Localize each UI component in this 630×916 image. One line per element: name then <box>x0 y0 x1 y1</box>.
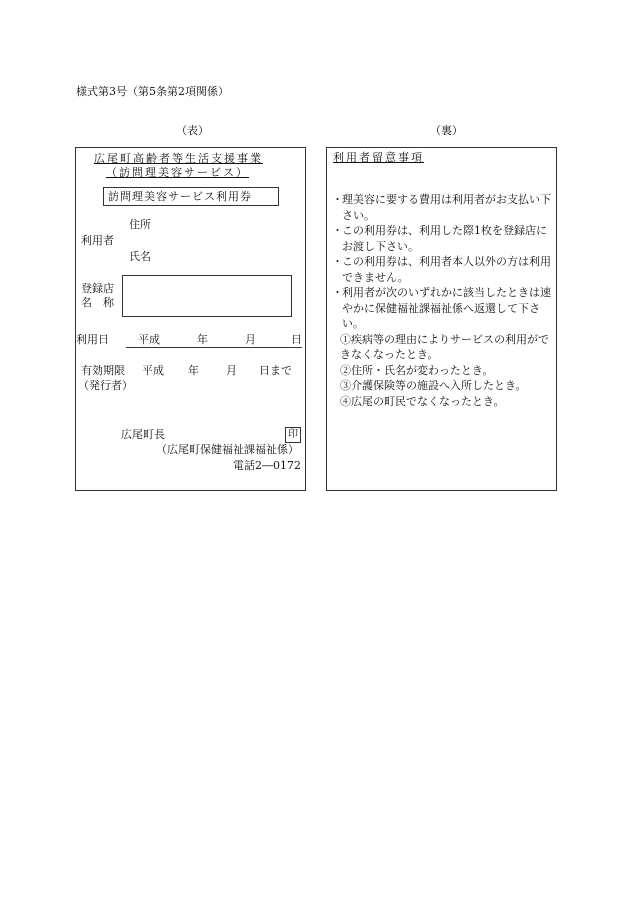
ticket-title-box <box>103 187 279 206</box>
use-date-month: 月 <box>245 333 256 346</box>
bullet-mark: ・ <box>332 193 343 206</box>
validity-year: 年 <box>188 364 199 377</box>
back-side-label: （裏） <box>430 124 463 137</box>
note-text: 理美容に要する費用は利用者がお支払い下さい。 <box>342 193 551 222</box>
ticket-title: 訪問理美容サービス利用券 <box>108 190 252 203</box>
front-side-label: （表） <box>176 124 209 137</box>
front-title-line1: 広尾町高齢者等生活支援事業 <box>94 152 263 165</box>
sub-item: ①疾病等の理由によりサービスの利用ができなくなったとき。 <box>340 332 549 361</box>
validity-month: 月 <box>226 364 237 377</box>
bullet-mark: ・ <box>332 286 343 299</box>
notes-list <box>332 192 554 409</box>
front-title-line2: （訪問理美容サービス） <box>106 166 249 179</box>
use-date-label: 利用日 <box>76 333 109 346</box>
sub-item: ③介護保険等の施設へ入所したとき。 <box>340 379 527 392</box>
validity-label: 有効期限 <box>81 364 125 377</box>
note-text: この利用券は、利用者本人以外の方は利用できません。 <box>342 255 551 284</box>
back-heading: 利用者留意事項 <box>333 151 424 164</box>
address-label: 住所 <box>129 218 151 231</box>
use-date-era: 平成 <box>138 333 160 346</box>
sub-item: ④広尾の町民でなくなったとき。 <box>340 394 505 408</box>
use-date-underline <box>126 347 302 348</box>
note-text: 利用者が次のいずれかに該当したときは速やかに保健福祉課福祉係へ返還して下さい。 <box>342 286 551 330</box>
sub-item: ②住所・氏名が変わったとき。 <box>340 363 494 377</box>
use-date-year: 年 <box>197 333 208 346</box>
form-number-title: 様式第3号（第5条第2項関係） <box>76 85 229 98</box>
validity-era: 平成 <box>142 364 164 377</box>
issuer-label: （発行者） <box>78 379 133 392</box>
phone-number: 電話2―0172 <box>233 459 301 472</box>
use-date-day: 日 <box>291 333 302 346</box>
bullet-mark: ・ <box>332 224 343 237</box>
note-item <box>332 285 554 332</box>
back-card <box>326 147 557 491</box>
note-text: この利用券は、利用した際1枚を登録店にお渡し下さい。 <box>342 224 547 253</box>
department-label: （広尾町保健福祉課福祉係） <box>156 443 299 456</box>
store-name-field[interactable] <box>122 275 292 317</box>
validity-until: 日まで <box>259 364 292 377</box>
front-card <box>75 147 306 491</box>
note-item <box>332 254 554 285</box>
store-label-name: 名 称 <box>81 296 114 309</box>
mayor-label: 広尾町長 <box>121 428 165 441</box>
bullet-mark: ・ <box>332 255 343 268</box>
note-item <box>332 223 554 254</box>
seal-mark: 印 <box>285 427 301 443</box>
user-label: 利用者 <box>81 234 114 247</box>
store-label: 登録店 <box>81 282 114 295</box>
name-label: 氏名 <box>129 250 151 263</box>
note-item <box>332 192 554 223</box>
